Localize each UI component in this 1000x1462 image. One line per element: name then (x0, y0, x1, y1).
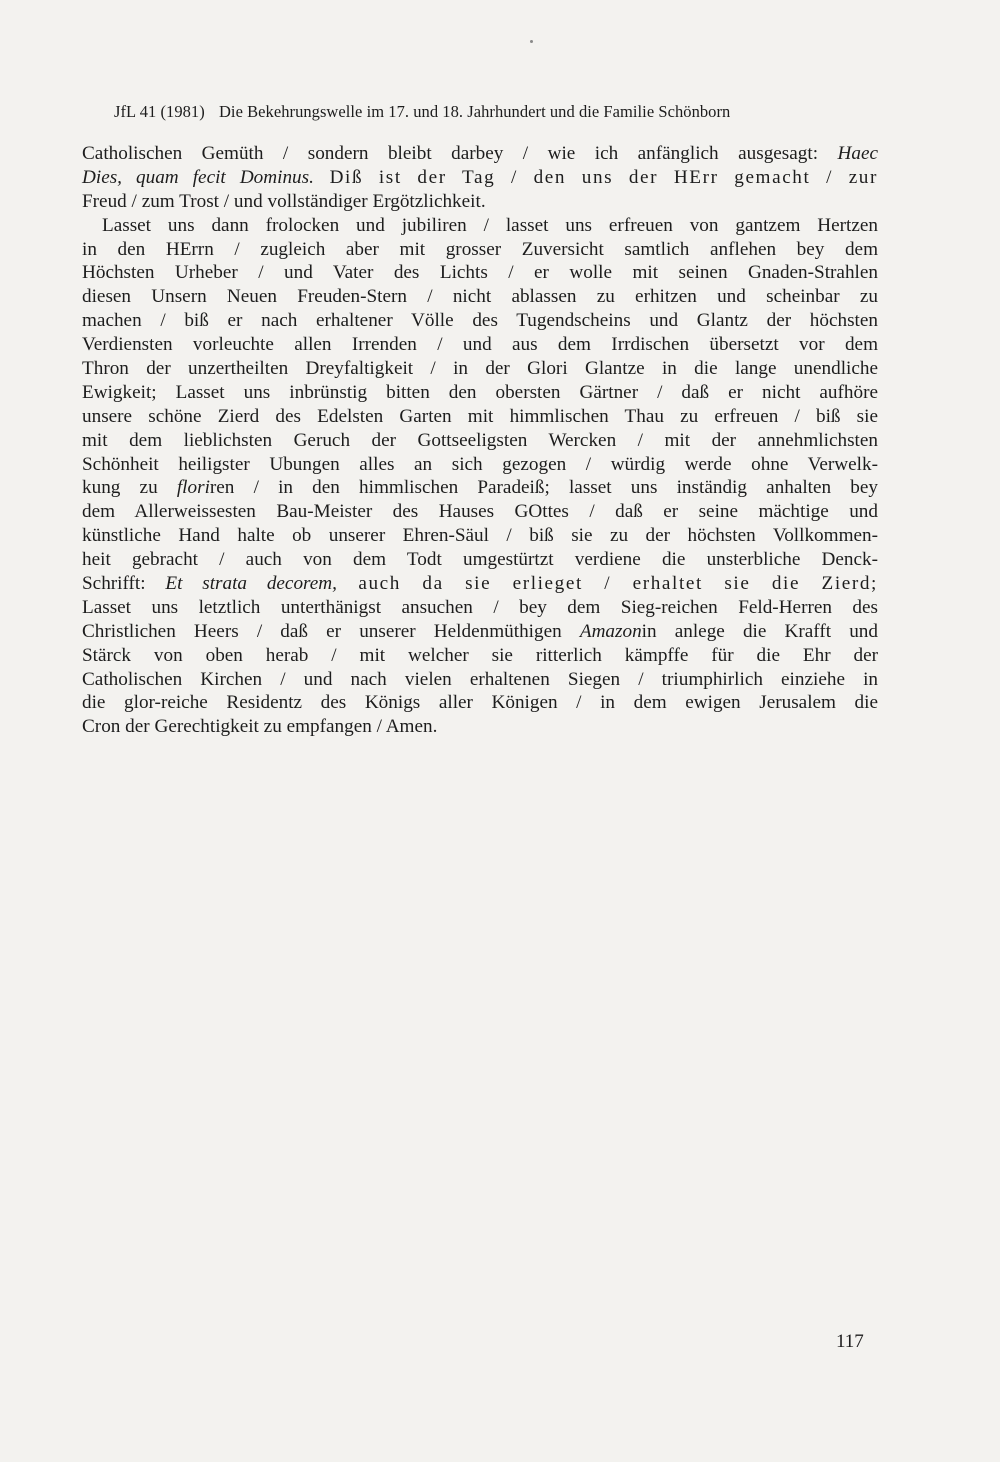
text-run: kung zu (82, 477, 177, 499)
text-run: Catholischen Gemüth / sondern bleibt darbey / wie ich anfänglich ausgesagt: (82, 143, 838, 164)
text-line: künstliche Hand halte ob unserer Ehren-Säul / biß sie zu der höchsten Vollkommen- (82, 525, 878, 547)
text-line: Lasset uns dann frolocken und jubiliren / lasset uns erfreuen von gantzem Hertzen (102, 214, 878, 236)
scan-speck (530, 40, 533, 43)
text-line: Schönheit heiligster Ubungen alles an sich gezogen / würdig werde ohne Verwelk- (82, 453, 878, 475)
text-line: heit gebracht / auch von dem Todt umgestürtzt verdiene die unsterbliche Denck- (82, 549, 878, 571)
text-run: in anlege die Krafft und (641, 620, 878, 642)
text-line (82, 142, 878, 166)
body-text (82, 142, 878, 739)
italic-word: flori (176, 477, 210, 499)
text-line: in den HErrn / zugleich aber mit grosser Zuversicht samtlich anflehen bey dem (82, 238, 878, 260)
page-number: 117 (836, 1331, 864, 1352)
text-line: dem Allerweissesten Bau-Meister des Hauses GOttes / daß er seine mächtige und (82, 501, 878, 523)
journal-reference: JfL 41 (1981) (114, 102, 205, 121)
text-line: Thron der unzertheilten Dreyfaltigkeit / in der Glori Glantze in die lange unendliche (82, 358, 878, 380)
text-line: unsere schöne Zierd des Edelsten Garten mit himmlischen Thau zu erfreuen / biß sie (82, 405, 878, 427)
text-line: Höchsten Urheber / und Vater des Lichts / er wolle mit seinen Gnaden-Strahlen (82, 262, 878, 284)
text-line (82, 620, 878, 644)
text-line: die glor-reiche Residentz des Königs aller Königen / in dem ewigen Jerusalem die (82, 692, 878, 714)
text-line: Verdiensten vorleuchte allen Irrenden / und aus dem Irrdischen übersetzt vor dem (82, 334, 878, 356)
latin-quote: Haec (837, 143, 878, 164)
text-line: Cron der Gerechtigkeit zu empfangen / Amen. (82, 716, 438, 738)
italic-word: Amazon (579, 620, 642, 642)
text-line: mit dem lieblichsten Geruch der Gottseeligsten Wercken / mit der annehmlichsten (82, 429, 878, 451)
text-line (82, 166, 878, 190)
running-header (114, 101, 894, 123)
text-line (82, 572, 878, 596)
latin-quote: Et strata decorem, (165, 573, 337, 595)
text-run: Diß ist der Tag / den uns der HErr gemacht / zur (313, 166, 878, 188)
text-line: Stärck von oben herab / mit welcher sie ritterlich kämpffe für die Ehr der (82, 644, 878, 666)
text-line: Ewigkeit; Lasset uns inbrünstig bitten den obersten Gärtner / daß er nicht aufhöre (82, 381, 878, 403)
text-line: diesen Unsern Neuen Freuden-Stern / nicht ablassen zu erhitzen und scheinbar zu (82, 286, 878, 308)
text-run: Christlichen Heers / daß er unserer Heldenmüthigen (82, 620, 580, 642)
text-run: auch da sie erlieget / erhaltet sie die Zierd; (336, 573, 878, 595)
text-line: machen / biß er nach erhaltener Völle des Tugendscheins und Glantz der höchsten (82, 310, 878, 332)
text-run: Schrifft: (82, 573, 166, 595)
text-line: Lasset uns letztlich unterthänigst ansuchen / bey dem Sieg-reichen Feld-Herren des (82, 596, 878, 618)
text-line (82, 476, 878, 500)
latin-quote: Dies, quam fecit Dominus. (82, 166, 314, 188)
running-title: Die Bekehrungswelle im 17. und 18. Jahrhundert und die Familie Schönborn (218, 102, 731, 121)
text-run: ren / in den himmlischen Paradeiß; lasset uns inständig anhalten bey (209, 477, 878, 499)
text-line: Freud / zum Trost / und vollständiger Ergötzlichkeit. (82, 190, 486, 212)
text-line: Catholischen Kirchen / und nach vielen erhaltenen Siegen / triumphirlich einziehe in (82, 668, 878, 690)
